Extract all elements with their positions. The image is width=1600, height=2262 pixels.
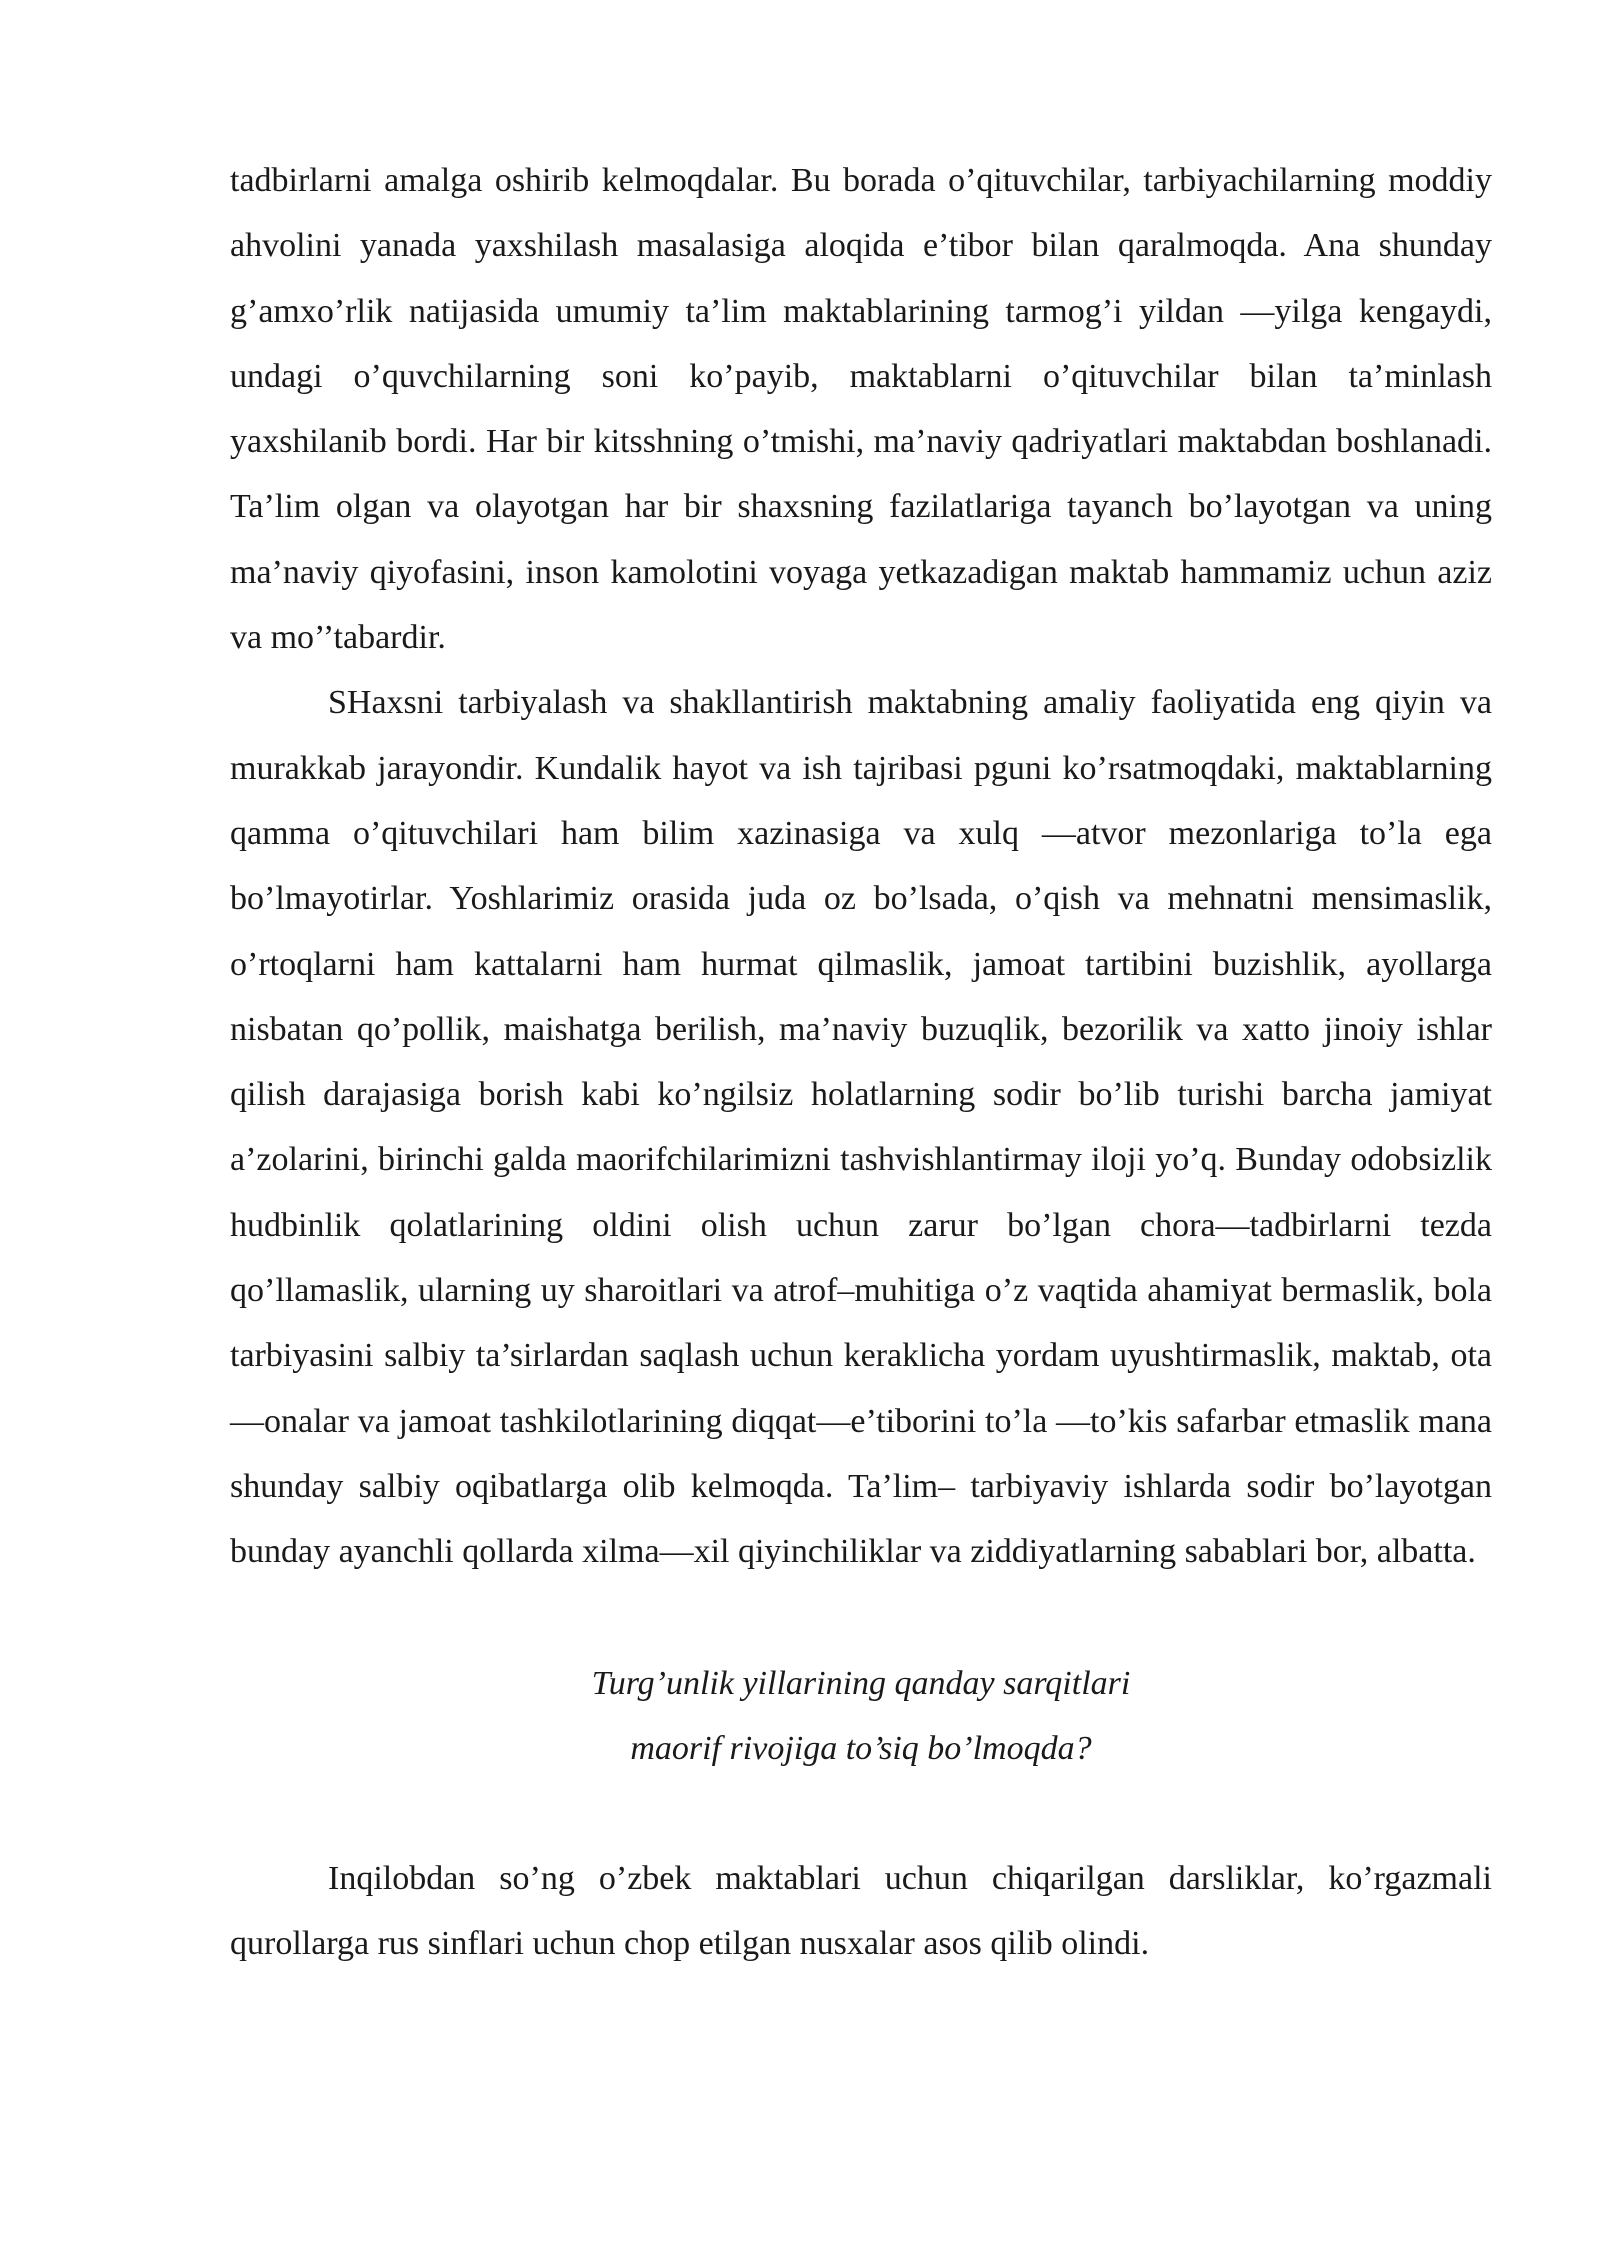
paragraph-2: SHaxsni tarbiyalash va shakllantirish maktabning amaliy faoliyatida eng qiyin va murakkab jarayondir. Kundalik hayot va ish tajribasi pguni ko’rsatmoqdaki, maktablarning qamma o’qituvchilari ham bilim xazinasiga va xulq —atvor mezonlariga to’la ega bo’lmayotirlar. Yoshlarimiz orasida juda oz bo’lsada, o’qish va mehnatni mensimaslik, o’rtoqlarni ham kattalarni ham hurmat qilmaslik, jamoat tartibini buzishlik, ayollarga nisbatan qo’pollik, maishatga berilish, ma’naviy buzuqlik, bezorilik va xatto jinoiy ishlar qilish darajasiga borish kabi ko’ngilsiz holatlarning sodir bo’lib turishi barcha jamiyat a’zolarini, birinchi galda maorifchilarimizni tashvishlantirmay iloji yo’q. Bunday odobsizlik hudbinlik qolatlarining oldini olish uchun zarur bo’lgan chora—tadbirlarni tezda qo’llamaslik, ularning uy sharoitlari va atrof–muhitiga o’z vaqtida ahamiyat bermaslik, bola tarbiyasini salbiy ta’sirlardan saqlash uchun keraklicha yordam uyushtirmaslik, maktab, ota —onalar va jamoat tashkilotlarining diqqat—e’tiborini to’la —to’kis safarbar etmaslik mana shunday salbiy oqibatlarga olib kelmoqda. Ta’lim– tarbiyaviy ishlarda sodir bo’layotgan bunday ayanchli qollarda xilma—xil qiyinchiliklar va ziddiyatlarning sabablari bor, albatta.	[230, 684, 1492, 1571]
paragraph-1: tadbirlarni amalga oshirib kelmoqdalar. Bu borada o’qituvchilar, tarbiyachilarning moddiy ahvolini yanada yaxshilash masalasiga aloqida e’tibor bilan qaralmoqda. Ana shunday g’amxo’rlik natijasida umumiy ta’lim maktablarining tarmog’i yildan —yilga kengaydi, undagi o’quvchilarning soni ko’payib, maktablarni o’qituvchilar bilan ta’minlash yaxshilanib bordi. Har bir kitsshning o’tmishi, ma’naviy qadriyatlari maktabdan boshlanadi. Ta’lim olgan va olayotgan har bir shaxsning fazilatlariga tayanch bo’layotgan va uning ma’naviy qiyofasini, inson kamolotini voyaga yetkazadigan maktab hammamiz uchun aziz va mo’’tabardir.	[230, 162, 1492, 657]
section-heading	[230, 1651, 1492, 1782]
paragraph-3: Inqilobdan so’ng o’zbek maktablari uchun chiqarilgan darsliklar, ko’rgazmali qurollarga rus sinflari uchun chop etilgan nusxalar asos qilib olindi.	[230, 1860, 1492, 1963]
section-heading-line-2: maorif rivojiga to’siq bo’lmoqda?	[630, 1729, 1092, 1767]
section-heading-line-1: Turg’unlik yillarining qanday sarqitlari	[591, 1664, 1131, 1702]
document-page	[230, 148, 1492, 1977]
